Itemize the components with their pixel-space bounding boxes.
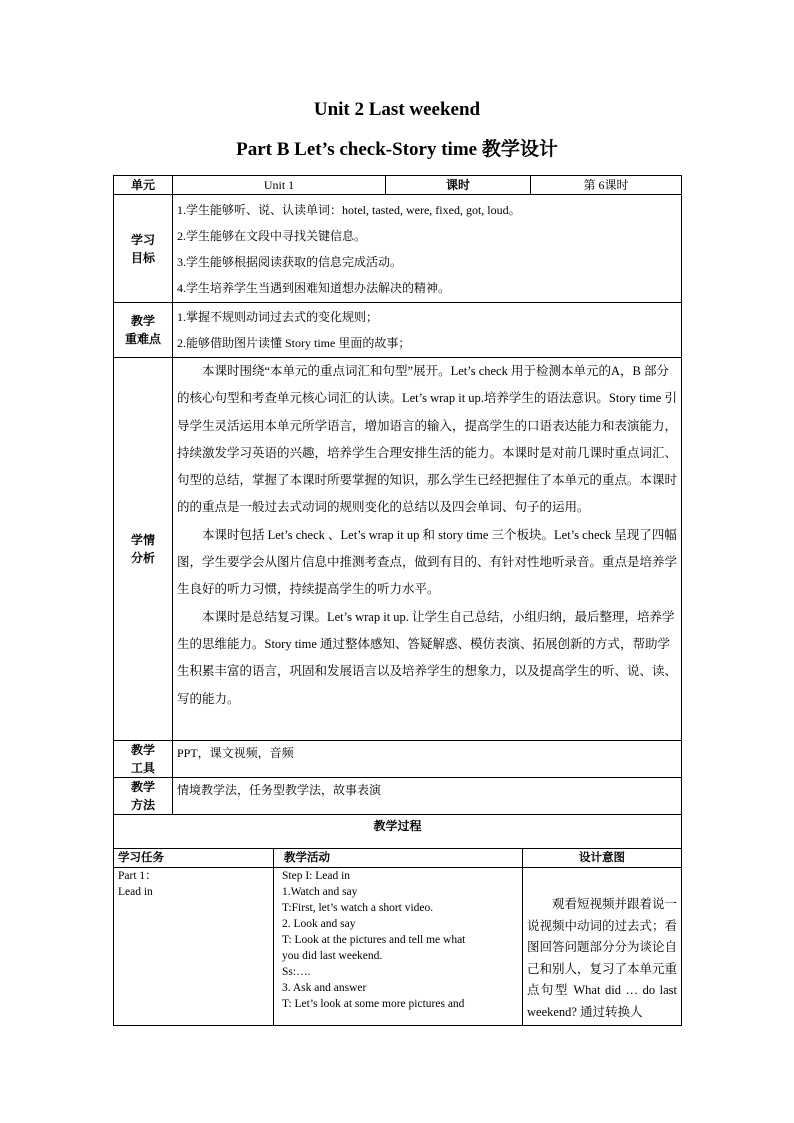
- key-point-item: 2.能够借助图片读懂 Story time 里面的故事；: [177, 336, 411, 350]
- period-label: 课时: [386, 176, 531, 195]
- task-cell: Part 1： Lead in: [114, 868, 274, 1026]
- unit-label: 单元: [114, 176, 173, 195]
- intent-cell: [523, 868, 682, 1026]
- tools-label: 教学 工具: [114, 741, 173, 778]
- analysis-paragraph: 本课时包括 Let’s check 、Let’s wrap it up 和 story time 三个板块。Let’s check 呈现了四幅图，学生要学会从图片信息中推测考查点，做到有目的、有针对性地听录音。重点是培养学生良好的听力习惯，持续提高学生的听力水平。: [177, 527, 678, 597]
- document-title: Unit 2 Last weekend: [313, 99, 481, 120]
- lesson-plan-table: [113, 175, 682, 849]
- period-value: 第 6课时: [531, 176, 682, 195]
- activity-cell: Step I: Lead in 1.Watch and say T:First, let’s watch a short video. 2. Look and say T: Look at the pictures and tell me what you did last weekend. Ss:…. 3. Ask and answer T: Let’s look at some more pictures and: [274, 868, 523, 1026]
- goal-item: 2.学生能够在文段中寻找关键信息。: [177, 229, 367, 243]
- process-title: 教学过程: [114, 815, 682, 849]
- goal-item: 4.学生培养学生当遇到困难知道想办法解决的精神。: [177, 281, 451, 295]
- methods-value: 情境教学法，任务型教学法，故事表演: [173, 778, 682, 815]
- key-points-label: 教学 重难点: [114, 303, 173, 358]
- key-points-content: [173, 303, 682, 358]
- analysis-paragraph: 本课时是总结复习课。Let’s wrap it up. 让学生自己总结，小组归纳，最后整理，培养学生的思维能力。Story time 通过整体感知、答疑解惑、模仿表演、拓展创新的方式，帮助学生积累丰富的语言，巩固和发展语言以及培养学生的想象力，以及提高学生的听、说、读、写的能力。: [177, 609, 678, 706]
- goals-label: 学习 目标: [114, 195, 173, 303]
- process-table: [113, 848, 682, 1026]
- methods-label: 教学 方法: [114, 778, 173, 815]
- col-activity-header: 教学活动: [274, 849, 523, 868]
- key-point-item: 1.掌握不规则动词过去式的变化规则；: [177, 310, 379, 324]
- col-task-header: 学习任务: [114, 849, 274, 868]
- col-intent-header: 设计意图: [523, 849, 682, 868]
- intent-text: 观看短视频并跟着说一说视频中动词的过去式；看图回答问题部分分为谈论自己和别人，复习了本单元重点句型 What did … do last weekend? 通过转换人: [527, 897, 678, 1019]
- analysis-label: 学情 分析: [114, 358, 173, 741]
- analysis-content: [173, 358, 682, 741]
- tools-value: PPT，课文视频，音频: [173, 741, 682, 778]
- analysis-paragraph: 本课时围绕“本单元的重点词汇和句型”展开。Let’s check 用于检测本单元的A，B 部分的核心句型和考查单元核心词汇的认读。Let’s wrap it up.培养学生的语法意识。Story time 引导学生灵活运用本单元所学语言，增加语言的输入，提高学生的口语表达能力和表演能力，持续激发学习英语的兴趣，培养学生合理安排生活的能力。本课时是对前几课时重点词汇、句型的总结，掌握了本课时所要掌握的知识，那么学生已经把握住了本单元的重点。本课时的的重点是一般过去式动词的规则变化的总结以及四会单词、句子的运用。: [177, 364, 678, 515]
- goal-item: 3.学生能够根据阅读获取的信息完成活动。: [177, 255, 403, 269]
- goals-content: [173, 195, 682, 303]
- unit-value: Unit 1: [173, 176, 386, 195]
- goal-item: 1.学生能够听、说、认读单词：hotel, tasted, were, fixed, got, loud。: [177, 203, 521, 217]
- document-subtitle: Part B Let’s check-Story time 教学设计: [236, 139, 558, 160]
